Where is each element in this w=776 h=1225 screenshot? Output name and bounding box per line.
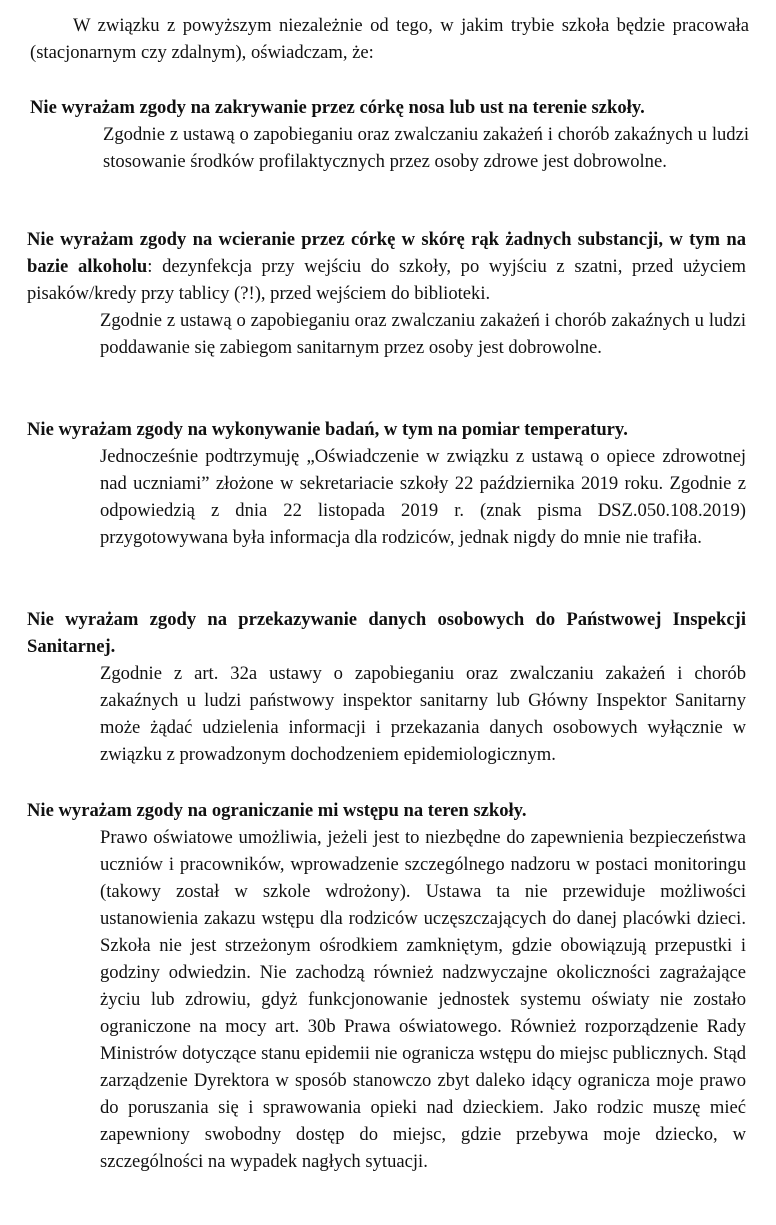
section-heading-text: Nie wyrażam zgody na przekazywanie danych osobowych do Państwowej Inspekcji Sanitarnej. <box>27 609 746 657</box>
section-school-access <box>27 797 746 1175</box>
intro-paragraph: W związku z powyższym niezależnie od tego, w jakim trybie szkoła będzie pracowała (stacjonarnym czy zdalnym), oświadczam, że: <box>30 15 749 63</box>
section-body: Zgodnie z ustawą o zapobieganiu oraz zwalczaniu zakażeń i chorób zakaźnych u ludzi poddawanie się zabiegom sanitarnym przez osoby jest dobrowolne. <box>100 310 746 358</box>
section-heading <box>27 606 746 660</box>
section-heading <box>27 226 746 307</box>
section-personal-data <box>27 606 746 768</box>
section-heading-text: Nie wyrażam zgody na zakrywanie przez córkę nosa lub ust na terenie szkoły. <box>30 97 645 118</box>
section-heading <box>30 94 749 121</box>
section-body: Zgodnie z ustawą o zapobieganiu oraz zwalczaniu zakażeń i chorób zakaźnych u ludzi stosowanie środków profilaktycznych przez osoby zdrowe jest dobrowolne. <box>103 124 749 172</box>
section-temperature-measurement <box>27 416 746 551</box>
section-heading-text: Nie wyrażam zgody na ograniczanie mi wstępu na teren szkoły. <box>27 800 527 821</box>
section-heading <box>27 797 746 824</box>
section-heading-text: Nie wyrażam zgody na wykonywanie badań, w tym na pomiar temperatury. <box>27 419 628 440</box>
section-body: Prawo oświatowe umożliwia, jeżeli jest to niezbędne do zapewnienia bezpieczeństwa uczniów i pracowników, wprowadzenie szczególnego nadzoru w postaci monitoringu (takowy został w szkole wdrożony). Ustawa ta nie przewiduje możliwości ustanowienia zakazu wstępu dla rodziców uczęszczających do danej placówki dzieci. Szkoła nie jest strzeżonym ośrodkiem zamkniętym, gdzie obowiązują przepustki i godziny odwiedzin. Nie zachodzą również nadzwyczajne okoliczności zagrażające życiu lub zdrowiu, gdyż funkcjonowanie jednostek systemu oświaty nie zostało ograniczone na mocy art. 30b Prawa oświatowego. Również rozporządzenie Rady Ministrów dotyczące stanu epidemii nie ogranicza wstępu do miejsc publicznych. Stąd zarządzenie Dyrektora w sposób stanowczo zbyt daleko idący ogranicza moje prawo do poruszania się i sprawowania opieki nad dzieckiem. Jako rodzic muszę mieć zapewniony swobodny dostęp do miejsc, gdzie przebywa moje dziecko, w szczególności na wypadek nagłych sytuacji. <box>100 827 746 1172</box>
section-heading <box>27 416 746 443</box>
section-heading-rest: : dezynfekcja przy wejściu do szkoły, po wyjściu z szatni, przed użyciem pisaków/kredy przy tablicy (?!), przed wejściem do biblioteki. <box>27 256 746 304</box>
section-face-covering <box>30 94 749 175</box>
section-heading-text: Nie wyrażam zgody na wcieranie przez córkę w skórę rąk żadnych substancji, w tym na bazie alkoholu <box>27 229 746 277</box>
section-hand-disinfection <box>27 226 746 361</box>
section-body: Zgodnie z art. 32a ustawy o zapobieganiu oraz zwalczaniu zakażeń i chorób zakaźnych u ludzi państwowy inspektor sanitarny lub Główny Inspektor Sanitarny może żądać udzielenia informacji i przekazania danych osobowych wyłącznie w związku z prowadzonym dochodzeniem epidemiologicznym. <box>100 663 746 765</box>
section-body: Jednocześnie podtrzymuję „Oświadczenie w związku z ustawą o opiece zdrowotnej nad uczniami” złożone w sekretariacie szkoły 22 października 2019 roku. Zgodnie z odpowiedzią z dnia 22 listopada 2019 r. (znak pisma DSZ.050.108.2019) przygotowywana była informacja dla rodziców, jednak nigdy do mnie nie trafiła. <box>100 446 746 548</box>
